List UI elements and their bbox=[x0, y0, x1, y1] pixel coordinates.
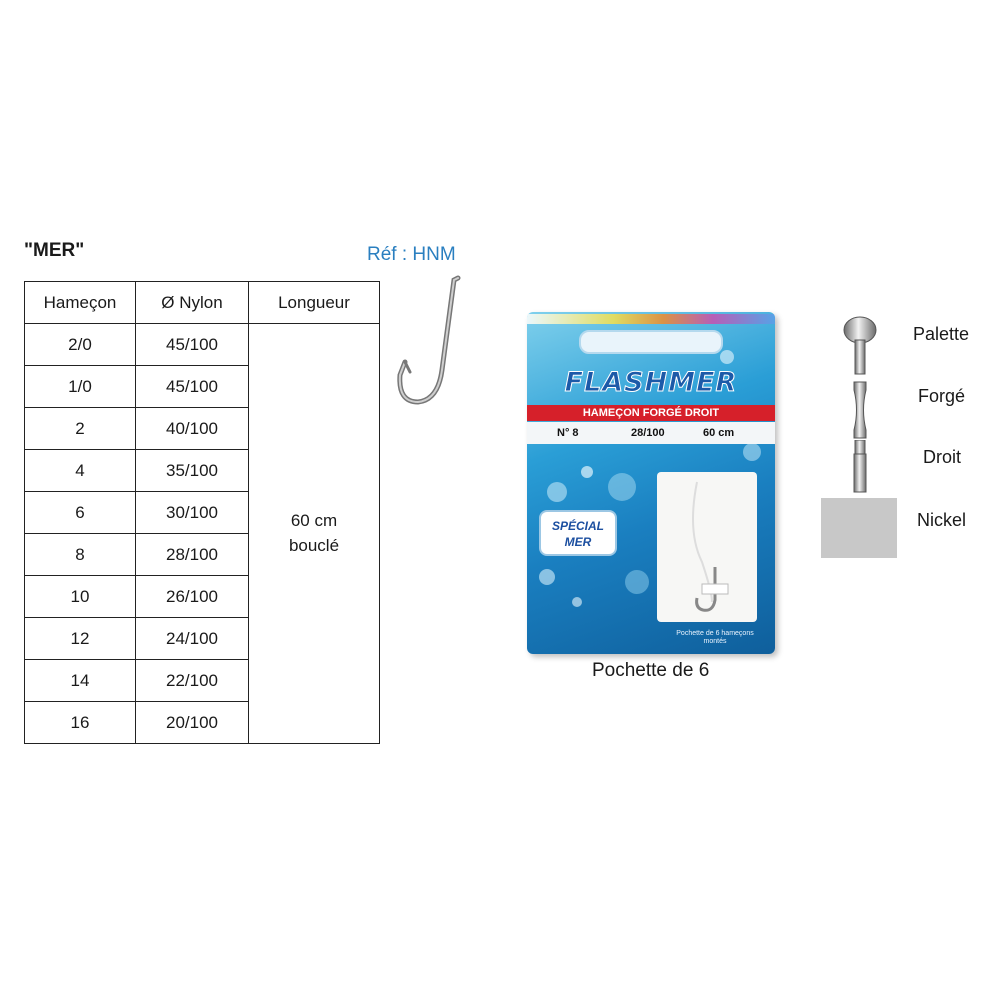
cell-length bbox=[249, 324, 380, 744]
length-type: bouclé bbox=[288, 535, 340, 555]
cell-hook: 2/0 bbox=[25, 324, 136, 366]
cell-nylon: 40/100 bbox=[136, 408, 249, 450]
cell-hook: 1/0 bbox=[25, 366, 136, 408]
cell-nylon: 35/100 bbox=[136, 450, 249, 492]
length-value: 60 cm bbox=[290, 510, 338, 530]
hook-icon bbox=[380, 270, 480, 410]
package-hook-type: HAMEÇON FORGÉ DROIT bbox=[527, 405, 775, 421]
cell-nylon: 45/100 bbox=[136, 366, 249, 408]
package-length: 60 cm bbox=[703, 427, 735, 439]
package-rainbow-strip bbox=[527, 314, 775, 324]
forged-icon bbox=[848, 380, 872, 440]
cell-hook: 16 bbox=[25, 702, 136, 744]
cell-hook: 6 bbox=[25, 492, 136, 534]
cell-hook: 12 bbox=[25, 618, 136, 660]
header-length: Longueur bbox=[249, 282, 380, 324]
reference-label: Réf : HNM bbox=[367, 244, 456, 265]
legend-forge: Forgé bbox=[918, 386, 966, 406]
table-row bbox=[25, 324, 380, 366]
hook-spec-table bbox=[24, 281, 380, 744]
straight-icon bbox=[849, 440, 871, 494]
package-window bbox=[657, 472, 757, 622]
cell-nylon: 26/100 bbox=[136, 576, 249, 618]
cell-nylon: 22/100 bbox=[136, 660, 249, 702]
header-nylon: Ø Nylon bbox=[136, 282, 249, 324]
cell-hook: 14 bbox=[25, 660, 136, 702]
package-caption: Pochette de 6 bbox=[592, 660, 710, 681]
cell-nylon: 24/100 bbox=[136, 618, 249, 660]
section-title: "MER" bbox=[24, 240, 85, 261]
special-line2: MER bbox=[564, 535, 592, 549]
package-nylon: 28/100 bbox=[631, 427, 665, 439]
special-line1: SPÉCIAL bbox=[551, 519, 604, 533]
cell-nylon: 20/100 bbox=[136, 702, 249, 744]
package-number: N° 8 bbox=[557, 427, 579, 439]
cell-nylon: 28/100 bbox=[136, 534, 249, 576]
palette-icon bbox=[842, 316, 878, 376]
package-hang-hole bbox=[579, 330, 723, 354]
cell-hook: 8 bbox=[25, 534, 136, 576]
package-brand: FLASHMER bbox=[564, 367, 738, 398]
table-header-row bbox=[25, 282, 380, 324]
package-special-badge bbox=[539, 510, 617, 556]
package-footer: Pochette de 6 hameçons montés bbox=[676, 630, 754, 645]
cell-nylon: 45/100 bbox=[136, 324, 249, 366]
cell-hook: 4 bbox=[25, 450, 136, 492]
legend-nickel: Nickel bbox=[917, 510, 967, 530]
product-package-image bbox=[527, 312, 775, 654]
nickel-swatch bbox=[821, 498, 897, 558]
mounted-hook-icon bbox=[657, 472, 757, 622]
cell-hook: 2 bbox=[25, 408, 136, 450]
legend-droit: Droit bbox=[923, 447, 962, 467]
cell-hook: 10 bbox=[25, 576, 136, 618]
header-hook: Hameçon bbox=[25, 282, 136, 324]
package-spec-band bbox=[527, 422, 775, 444]
cell-nylon: 30/100 bbox=[136, 492, 249, 534]
legend-palette: Palette bbox=[913, 324, 970, 344]
